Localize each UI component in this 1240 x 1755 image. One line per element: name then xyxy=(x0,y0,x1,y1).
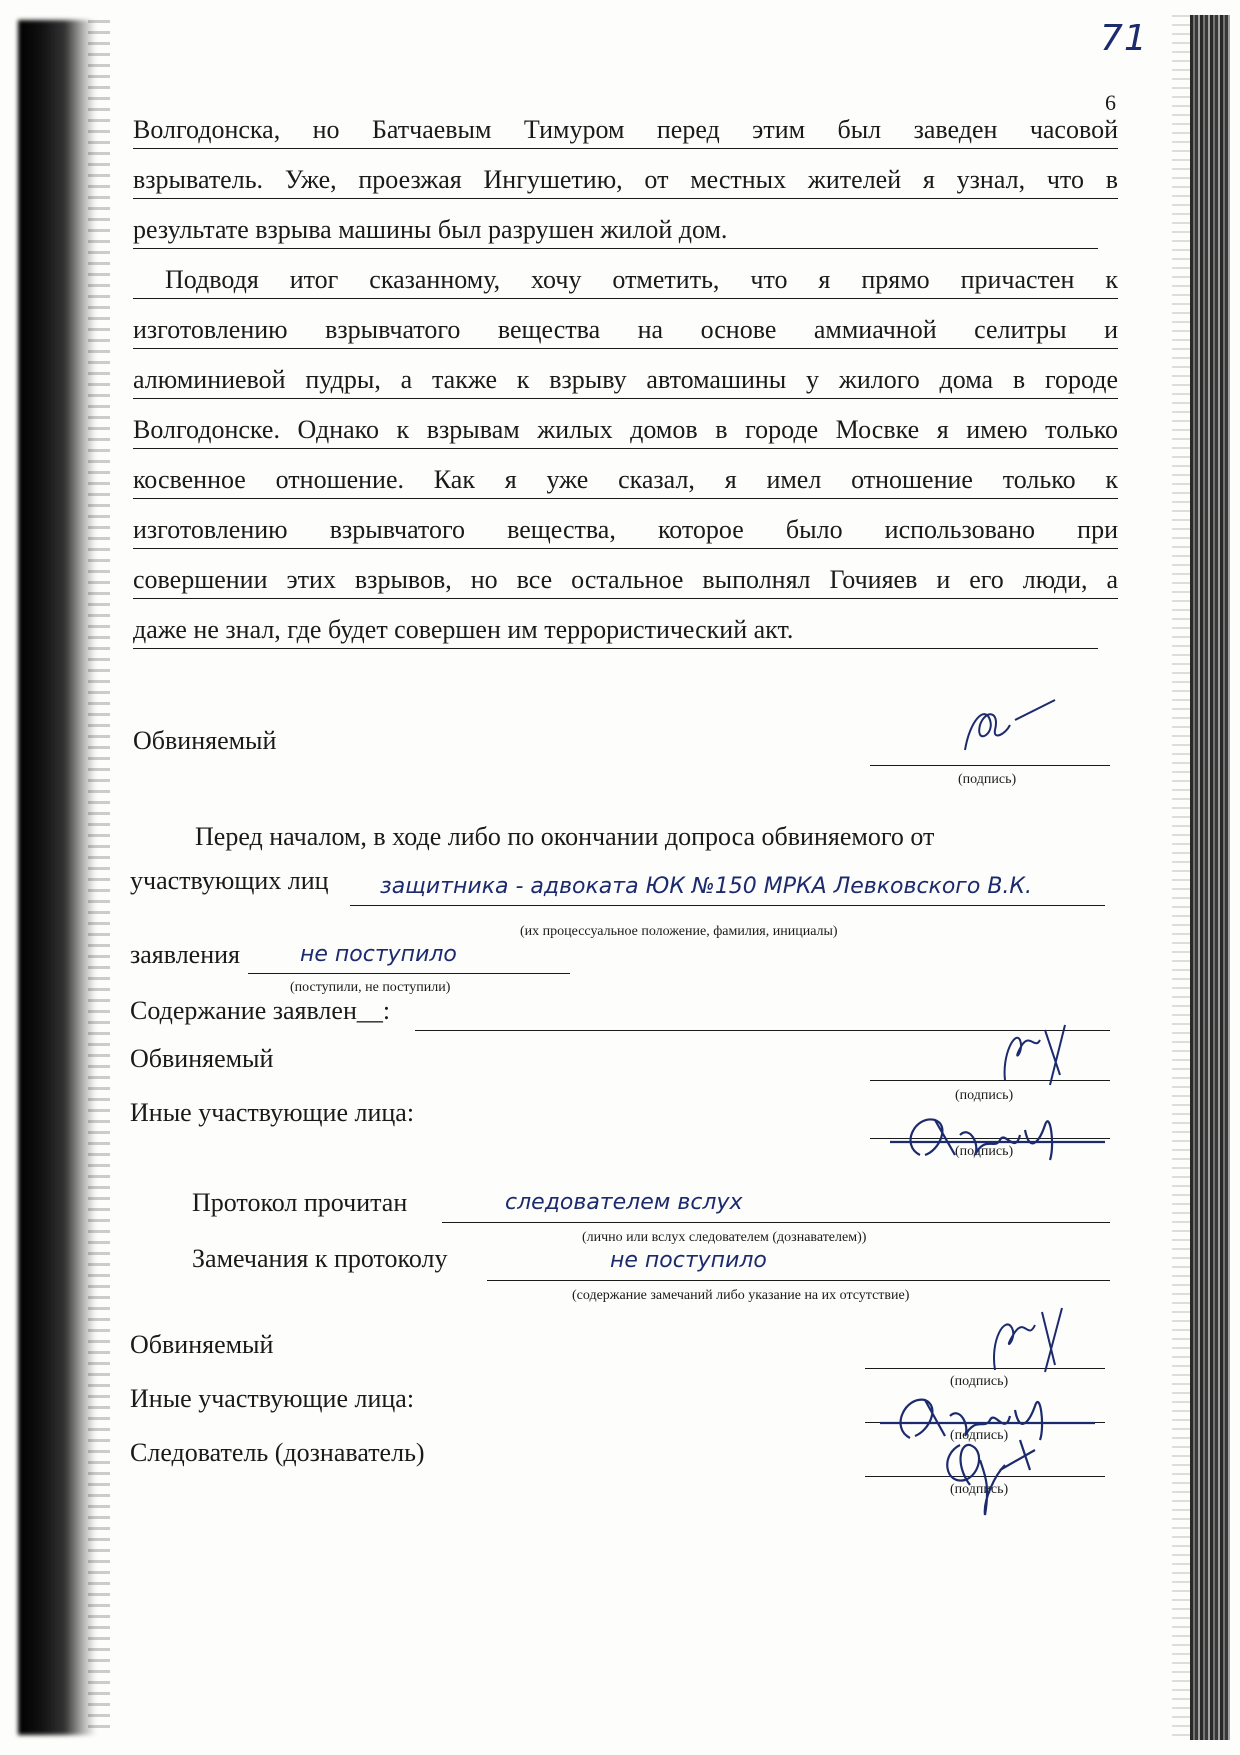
accused-signature xyxy=(945,690,1075,775)
text-line: взрыватель. Уже, проезжая Ингушетию, от местных жителей я узнал, что в xyxy=(133,158,1118,199)
other-participants-label: Иные участвующие лица: xyxy=(130,1098,415,1127)
statements-caption: (поступили, не поступили) xyxy=(290,980,451,995)
statements-value: не поступило xyxy=(300,942,457,967)
text-line: алюминиевой пудры, а также к взрыву автомашины у жилого дома в городе xyxy=(133,358,1118,399)
participants-label: участвующих лиц xyxy=(130,866,329,895)
signature-caption: (подпись) xyxy=(955,1088,1014,1103)
text-line: даже не знал, где будет совершен им террористический акт. xyxy=(133,608,1098,649)
other-participants-label-2: Иные участвующие лица: xyxy=(130,1384,415,1413)
accused-label-3: Обвиняемый xyxy=(130,1330,274,1359)
remarks-line xyxy=(487,1280,1110,1281)
signature-caption: (подпись) xyxy=(950,1374,1009,1389)
participants-caption: (их процессуальное положение, фамилия, инициалы) xyxy=(520,924,838,939)
text-line: Волгодонска, но Батчаевым Тимуром перед этим был заведен часовой xyxy=(133,108,1118,149)
accused-signature xyxy=(990,1015,1080,1095)
lawyer-signature xyxy=(880,1100,1110,1175)
text-line: изготовлению взрывчатого вещества, которое было использовано при xyxy=(133,508,1118,549)
protocol-read-value: следователем вслух xyxy=(505,1190,743,1215)
signature-caption: (подпись) xyxy=(955,1144,1014,1159)
testimony-text xyxy=(133,108,1118,658)
remarks-value: не поступило xyxy=(610,1248,767,1273)
investigator-label: Следователь (дознаватель) xyxy=(130,1438,425,1467)
signature-caption: (подпись) xyxy=(950,1482,1009,1497)
scan-fringe-left xyxy=(88,20,110,1735)
participants-line xyxy=(350,905,1105,906)
protocol-read-label: Протокол прочитан xyxy=(192,1188,408,1217)
scan-fringe-right xyxy=(1172,15,1190,1740)
statements-content-label: Содержание заявлен__: xyxy=(130,996,391,1025)
text-line: Волгодонске. Однако к взрывам жилых домов в городе Мосвке я имею только xyxy=(133,408,1118,449)
signature-caption: (подпись) xyxy=(958,772,1017,787)
archive-page-number: 71 xyxy=(1100,18,1148,59)
text-line: косвенное отношение. Как я уже сказал, я имел отношение только к xyxy=(133,458,1118,499)
statements-line xyxy=(248,973,570,974)
protocol-read-line xyxy=(442,1222,1110,1223)
participants-value: защитника - адвоката ЮК №150 МРКА Левковского В.К. xyxy=(380,874,1033,899)
protocol-read-caption: (лично или вслух следователем (дознавателем)) xyxy=(582,1230,867,1245)
investigator-signature xyxy=(925,1425,1055,1525)
page-number: 6 xyxy=(1105,90,1116,115)
accused-label-2: Обвиняемый xyxy=(130,1044,274,1073)
remarks-label: Замечания к протоколу xyxy=(192,1244,448,1273)
statement-intro: Перед началом, в ходе либо по окончании допроса обвиняемого от xyxy=(195,822,935,851)
signature-caption: (подпись) xyxy=(950,1428,1009,1443)
accused-label: Обвиняемый xyxy=(133,726,277,755)
text-line: изготовлению взрывчатого вещества на основе аммиачной селитры и xyxy=(133,308,1118,349)
text-line: результате взрыва машины был разрушен жилой дом. xyxy=(133,208,1098,249)
remarks-caption: (содержание замечаний либо указание на их отсутствие) xyxy=(572,1288,910,1303)
statements-label: заявления xyxy=(130,940,241,969)
text-line: Подводя итог сказанному, хочу отметить, что я прямо причастен к xyxy=(133,258,1118,299)
scan-shadow-left xyxy=(18,20,96,1735)
scan-shadow-right xyxy=(1190,15,1230,1740)
accused-signature xyxy=(980,1300,1080,1380)
text-line: совершении этих взрывов, но все остальное выполнял Гочияев и его люди, а xyxy=(133,558,1118,599)
